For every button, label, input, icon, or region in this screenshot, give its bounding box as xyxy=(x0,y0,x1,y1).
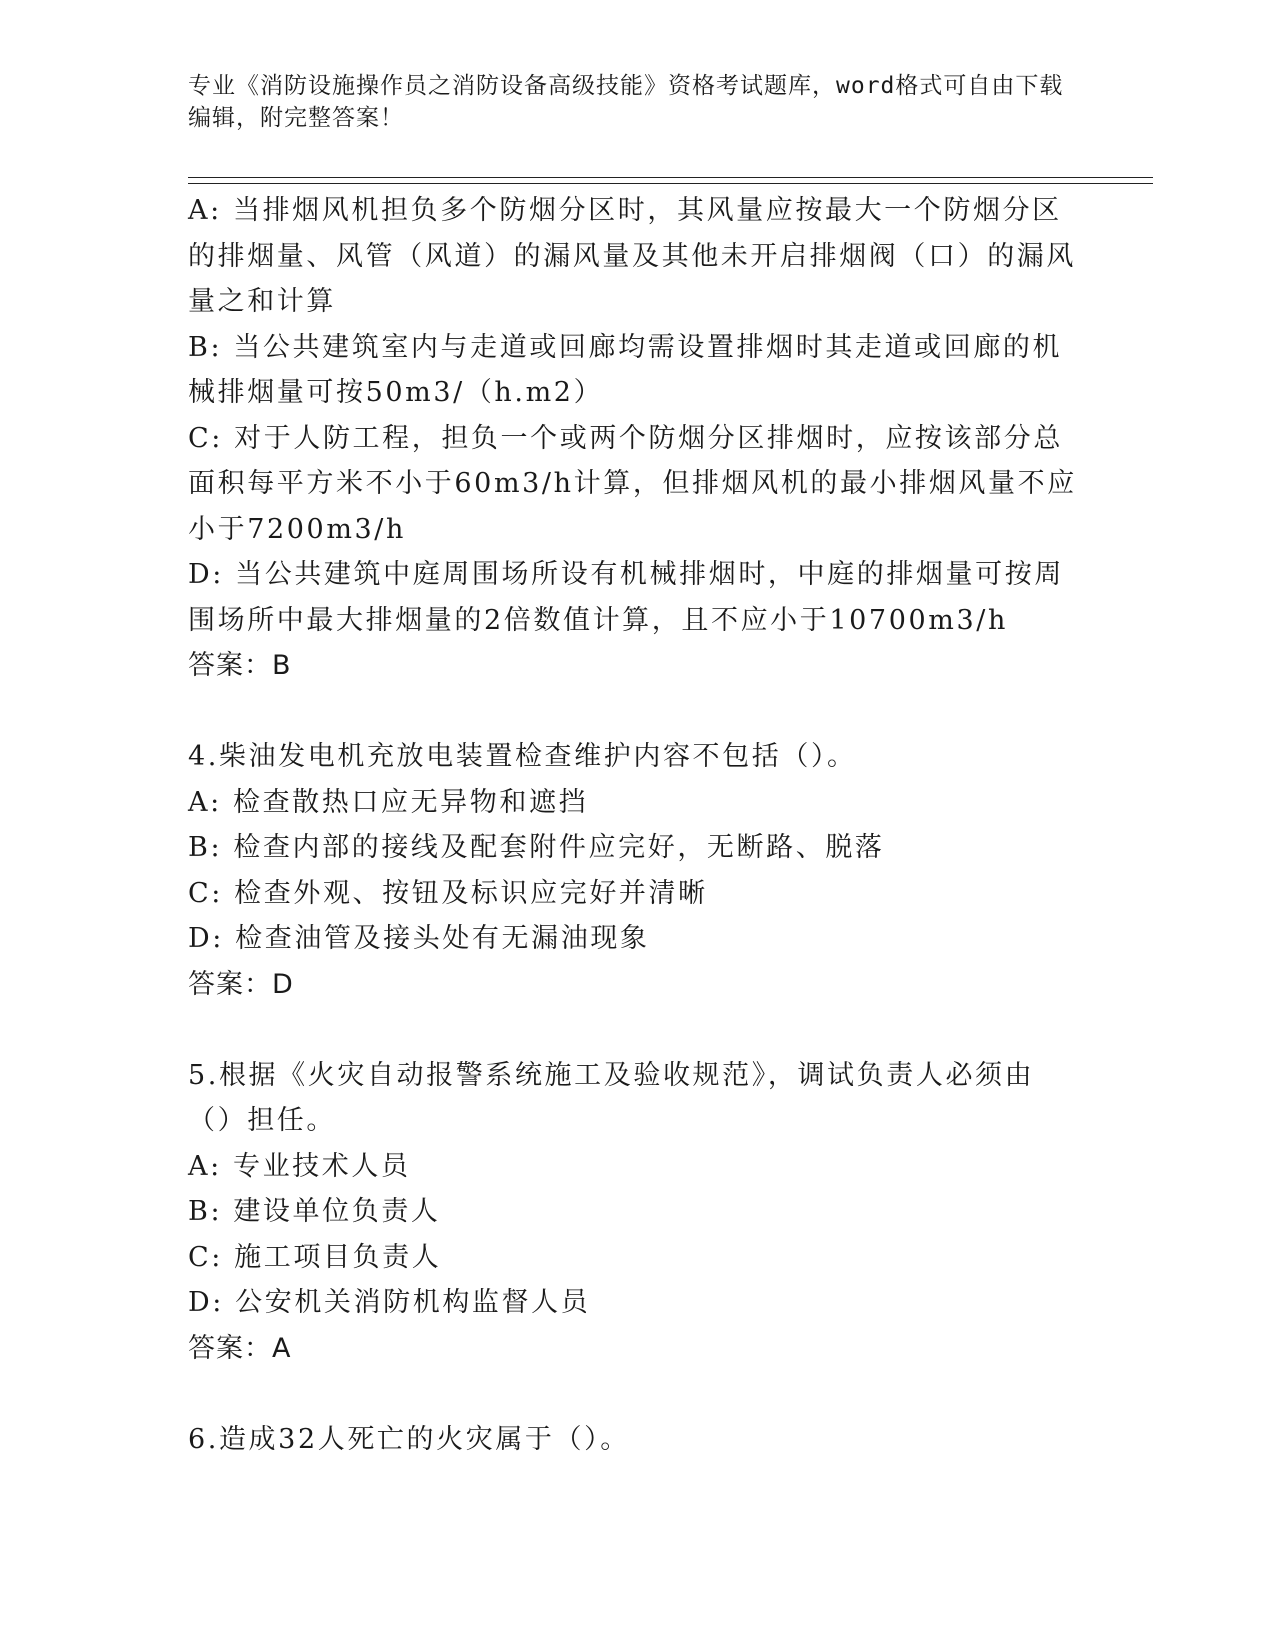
header-divider-top xyxy=(188,177,1153,178)
document-header: 专业《消防设施操作员之消防设备高级技能》资格考试题库，word格式可自由下载编辑，附完整答案！ xyxy=(188,73,1064,131)
question-block xyxy=(188,1417,1078,1463)
question-block xyxy=(188,1053,1078,1372)
header-divider-bottom xyxy=(188,183,1153,184)
answer-line: 答案：D xyxy=(188,968,294,1000)
spacer xyxy=(188,1007,1078,1053)
question-block xyxy=(188,188,1078,689)
option-a: A: 当排烟风机担负多个防烟分区时，其风量应按最大一个防烟分区的排烟量、风管（风道）的漏风量及其他未开启排烟阀（口）的漏风量之和计算 xyxy=(188,195,1076,317)
answer-line: 答案：A xyxy=(188,1332,292,1364)
option-d: D: 公安机关消防机构监督人员 xyxy=(188,1287,591,1318)
spacer xyxy=(188,689,1078,735)
option-d: D: 当公共建筑中庭周围场所设有机械排烟时，中庭的排烟量可按周围场所中最大排烟量的2倍数值计算，且不应小于10700m3/h xyxy=(188,559,1064,636)
option-d: D: 检查油管及接头处有无漏油现象 xyxy=(188,923,650,954)
option-a: A: 检查散热口应无异物和遮挡 xyxy=(188,786,589,818)
option-c: C: 检查外观、按钮及标识应完好并清晰 xyxy=(188,877,708,909)
question-stem: 6.造成32人死亡的火灾属于（）。 xyxy=(188,1423,630,1455)
option-b: B: 检查内部的接线及配套附件应完好，无断路、脱落 xyxy=(188,832,885,863)
answer-line: 答案：B xyxy=(188,650,292,681)
option-a: A: 专业技术人员 xyxy=(188,1150,411,1182)
question-list xyxy=(188,188,1078,1462)
option-b: B: 建设单位负责人 xyxy=(188,1196,441,1227)
question-stem: 4.柴油发电机充放电装置检查维护内容不包括（）。 xyxy=(188,741,857,772)
option-c: C: 对于人防工程，担负一个或两个防烟分区排烟时，应按该部分总面积每平方米不小于60m3/h计算，但排烟风机的最小排烟风量不应小于7200m3/h xyxy=(188,422,1077,545)
option-b: B: 当公共建筑室内与走道或回廊均需设置排烟时其走道或回廊的机械排烟量可按50m3/（h.m2） xyxy=(188,331,1063,408)
option-c: C: 施工项目负责人 xyxy=(188,1241,442,1273)
spacer xyxy=(188,1371,1078,1417)
question-stem: 5.根据《火灾自动报警系统施工及验收规范》，调试负责人必须由（）担任。 xyxy=(188,1059,1035,1136)
question-block xyxy=(188,734,1078,1007)
